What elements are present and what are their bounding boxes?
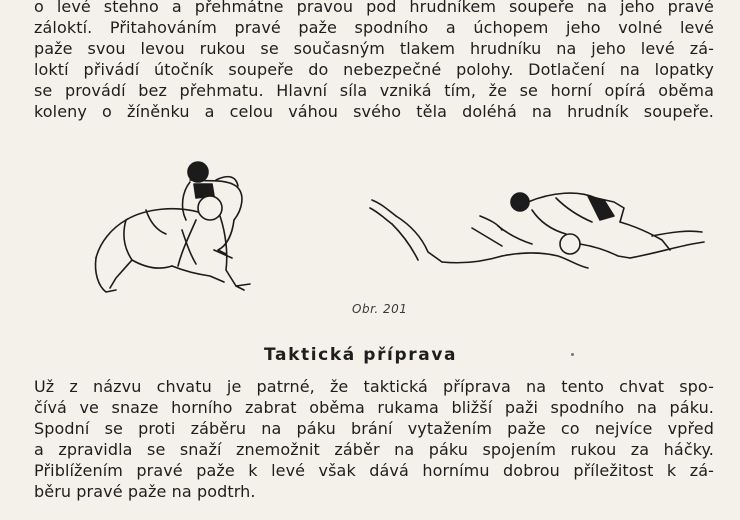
paragraph-line: běru pravé paže na podtrh. [34, 482, 256, 501]
paragraph-line: záloktí. Přitahováním pravé paže spodního a úchopem jeho volné levé [34, 18, 714, 37]
paragraph-line: čívá ve snaze horního zabrat oběma rukama bližší paži spodního na páku. [34, 398, 714, 417]
wrestlers-illustration-left [86, 150, 286, 312]
paragraph-line: a zpravidla se snaží znemožnit záběr na páku spojením rukou za háčky. [34, 440, 714, 459]
paragraph-line: Spodní se proti záběru na páku brání vytažením paže co nejvíce vpřed [34, 419, 714, 438]
paragraph-line: loktí přivádí útočník soupeře do nebezpečné polohy. Dotlačení na lopatky [34, 60, 714, 79]
paragraph-line: se provádí bez přehmatu. Hlavní síla vzniká tím, že se horní opírá oběma [34, 81, 714, 100]
section-heading: Taktická příprava [264, 345, 458, 365]
paragraph-line: o levé stehno a přehmátne pravou pod hrudníkem soupeře na jeho pravé [34, 0, 714, 16]
wrestlers-illustration-right [352, 182, 722, 276]
print-speck [571, 353, 574, 356]
paragraph-line: Přiblížením pravé paže k levé však dává hornímu dobrou příležitost k zá- [34, 461, 714, 480]
top-paragraph [34, 0, 714, 122]
figure-caption: Obr. 201 [352, 302, 408, 316]
paragraph-line: koleny o žíněnku a celou váhou svého těla doléhá na hrudník soupeře. [34, 102, 714, 121]
bottom-paragraph [34, 376, 714, 502]
paragraph-line: Už z názvu chvatu je patrné, že taktická příprava na tento chvat spo- [34, 377, 714, 396]
paragraph-line: paže svou levou rukou se současným tlakem hrudníku na jeho levé zá- [34, 39, 714, 58]
